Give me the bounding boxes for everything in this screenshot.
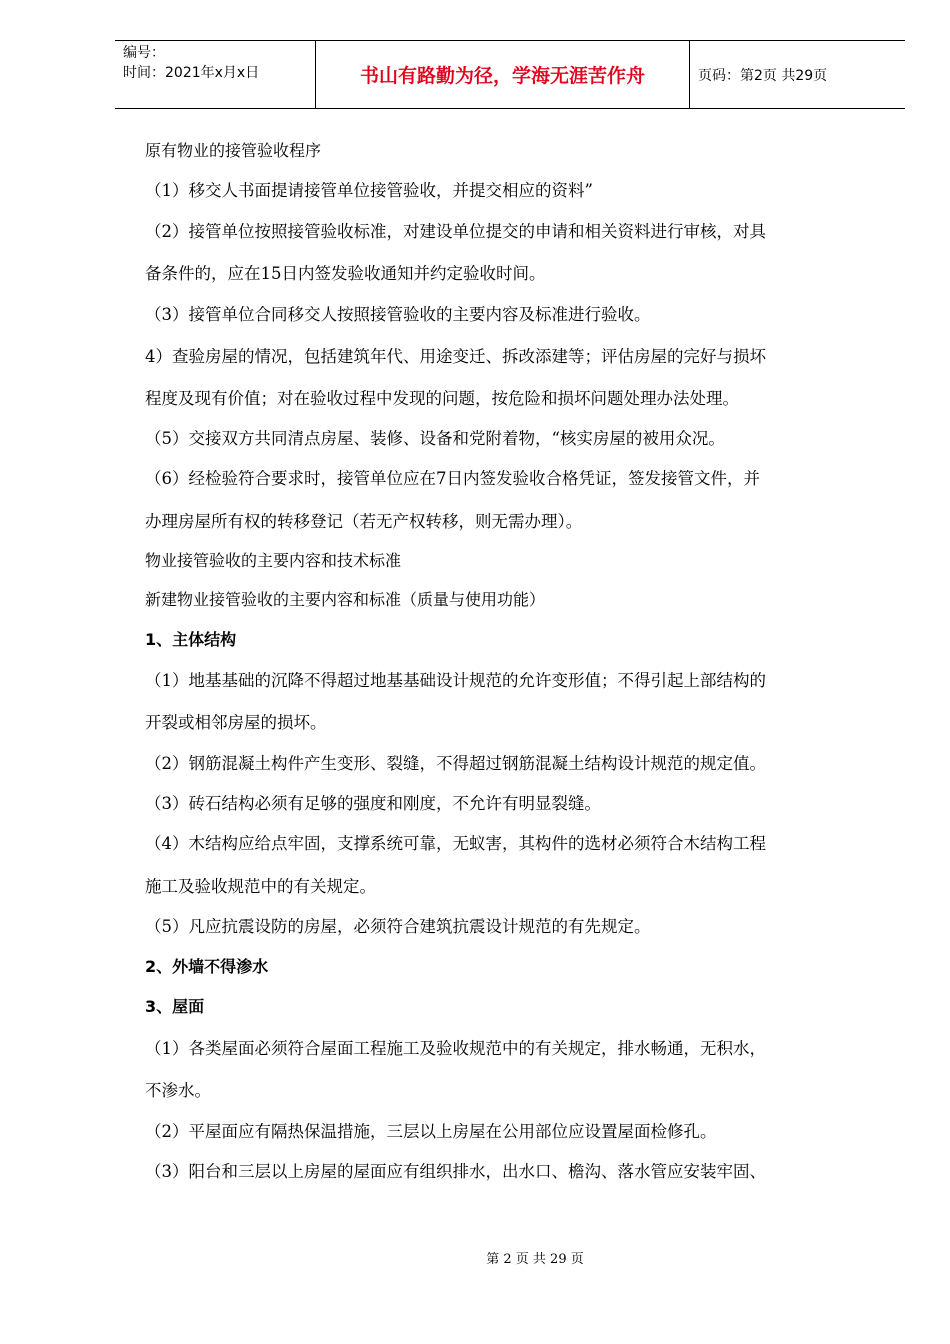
paragraph-line: （4）木结构应给点牢固，支撑系统可靠，无蚁害，其构件的选材必须符合木结构工程: [145, 834, 766, 853]
paragraph-line: （2）接管单位按照接管验收标准，对建设单位提交的申请和相关资料进行审核，对具: [145, 222, 766, 241]
paragraph-line: （1）地基基础的沉降不得超过地基基础设计规范的允许变形值；不得引起上部结构的: [145, 671, 766, 690]
header-meta: [115, 41, 316, 108]
page-header: [115, 40, 905, 109]
section-heading: 新建物业接管验收的主要内容和标准（质量与使用功能）: [145, 590, 546, 609]
paragraph-line: （5）凡应抗震设防的房屋，必须符合建筑抗震设计规范的有先规定。: [145, 917, 651, 936]
header-motto: 书山有路勤为径，学海无涯苦作舟: [316, 41, 690, 108]
paragraph-line: 程度及现有价值；对在验收过程中发现的问题，按危险和损坏问题处理办法处理。: [145, 389, 739, 408]
paragraph-line: 施工及验收规范中的有关规定。: [145, 877, 376, 896]
subsection-heading: 1、主体结构: [145, 630, 237, 649]
paragraph-line: 办理房屋所有权的转移登记（若无产权转移，则无需办理）。: [145, 512, 583, 531]
paragraph-line: （3）砖石结构必须有足够的强度和刚度，不允许有明显裂缝。: [145, 794, 601, 813]
subsection-heading: 2、外墙不得渗水: [145, 957, 269, 976]
paragraph-line: （5）交接双方共同清点房屋、装修、设备和党附着物，“核实房屋的被用众况。: [145, 429, 725, 448]
section-heading: 原有物业的接管验收程序: [145, 141, 322, 160]
paragraph-line: 4）查验房屋的情况，包括建筑年代、用途变迁、拆改添建等；评估房屋的完好与损坏: [145, 347, 766, 366]
paragraph-line: （2）钢筋混凝土构件产生变形、裂缝，不得超过钢筋混凝土结构设计规范的规定值。: [145, 754, 766, 773]
paragraph-line: （3）阳台和三层以上房屋的屋面应有组织排水，出水口、檐沟、落水管应安装牢固、: [145, 1162, 766, 1181]
paragraph-line: （1）各类屋面必须符合屋面工程施工及验收规范中的有关规定，排水畅通，无积水，: [145, 1039, 766, 1058]
subsection-heading: 3、屋面: [145, 997, 205, 1016]
time-label: 时间：2021年x月x日: [123, 65, 260, 81]
paragraph-line: 开裂或相邻房屋的损坏。: [145, 713, 327, 732]
paragraph-line: （1）移交人书面提请接管单位接管验收，并提交相应的资料”: [145, 181, 593, 200]
paragraph-line: 不渗水。: [145, 1081, 211, 1100]
paragraph-line: 备条件的，应在15日内签发验收通知并约定验收时间。: [145, 264, 546, 283]
header-page-number: 页码：第2页 共29页: [698, 67, 828, 84]
number-label: 编号：: [123, 45, 165, 61]
paragraph-line: （3）接管单位合同移交人按照接管验收的主要内容及标准进行验收。: [145, 305, 651, 324]
paragraph-line: （6）经检验符合要求时，接管单位应在7日内签发验收合格凭证，签发接管文件，并: [145, 469, 760, 488]
paragraph-line: （2）平屋面应有隔热保温措施，三层以上房屋在公用部位应设置屋面检修孔。: [145, 1122, 717, 1141]
page-footer: 第 2 页 共 29 页: [486, 1252, 584, 1267]
section-heading: 物业接管验收的主要内容和技术标准: [145, 551, 402, 570]
